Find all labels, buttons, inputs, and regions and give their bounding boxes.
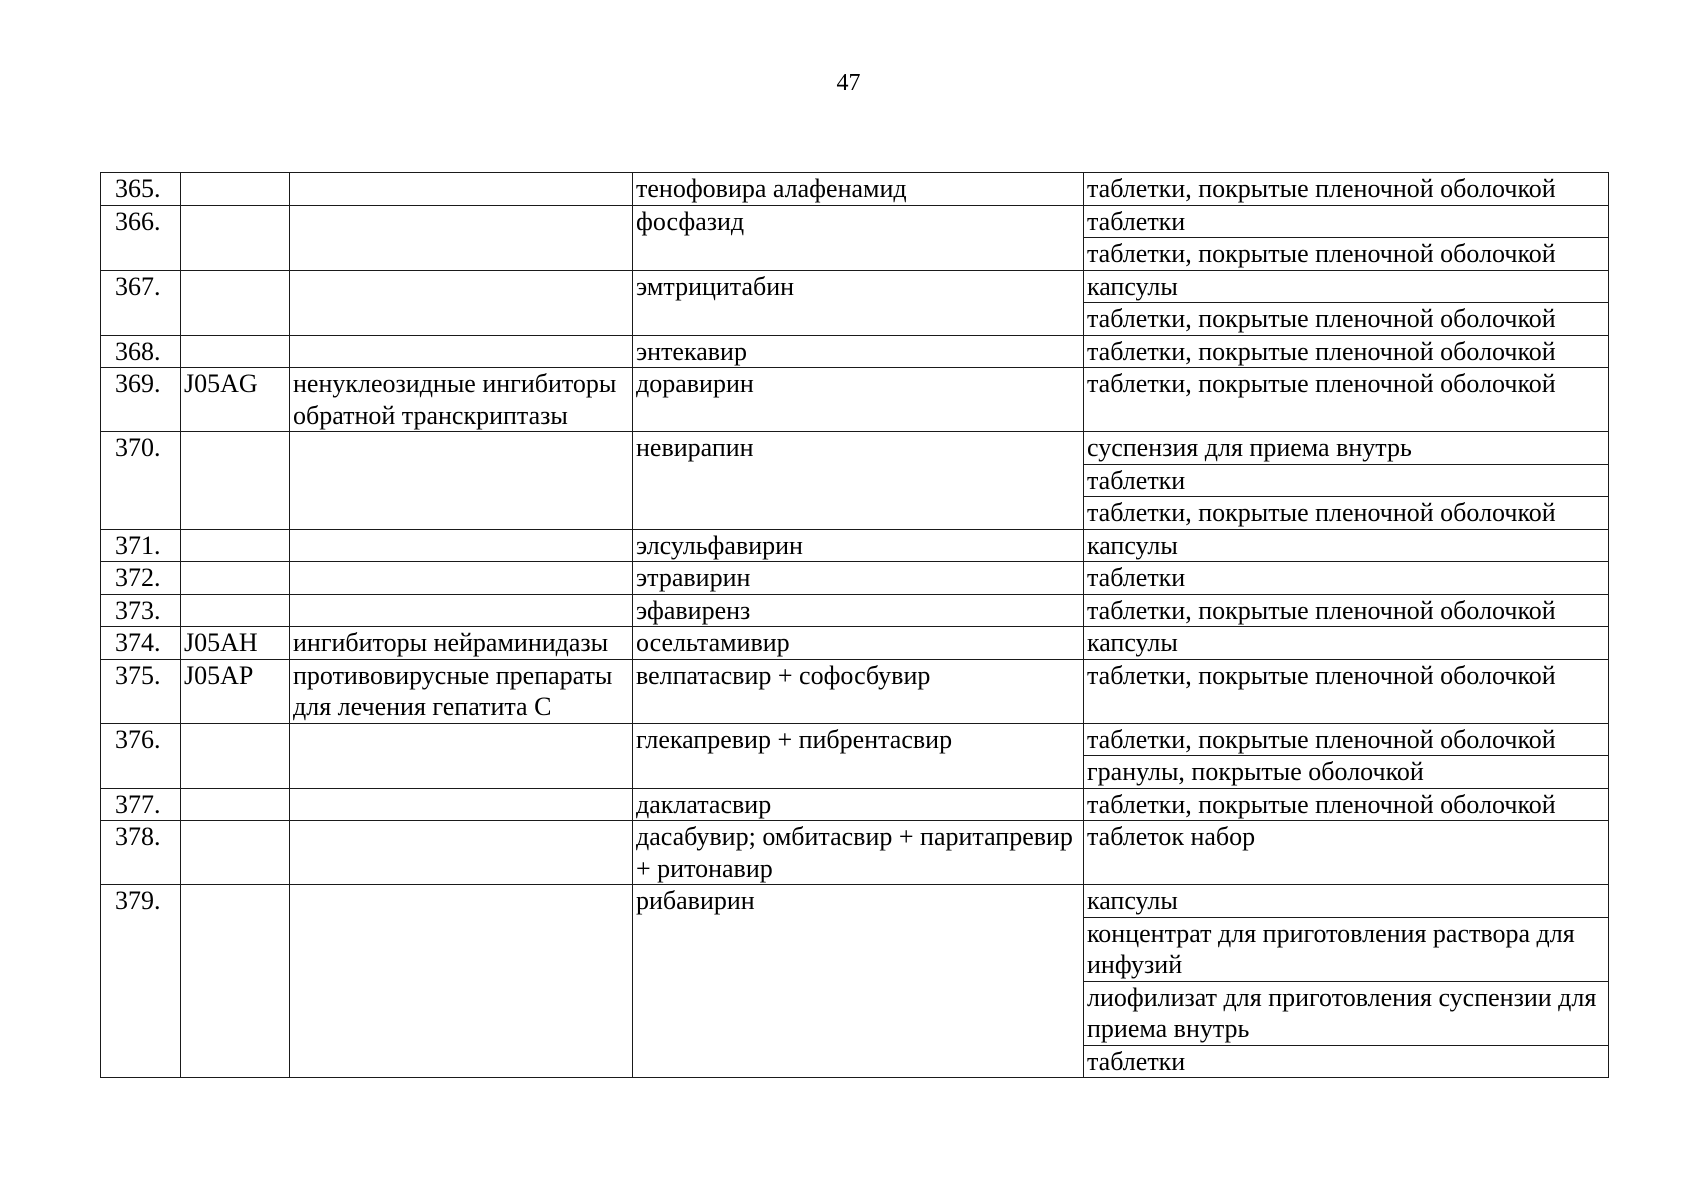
- dosage-forms-cell: [1084, 821, 1609, 885]
- drug-name-cell: осельтамивир: [633, 627, 1084, 660]
- dosage-form: таблетки, покрытые пленочной оболочкой: [1087, 304, 1556, 333]
- table-row: [101, 335, 1609, 368]
- atc-code-cell: [181, 594, 290, 627]
- drug-name-cell: этравирин: [633, 562, 1084, 595]
- dosage-form: таблеток набор: [1087, 822, 1256, 851]
- row-number-cell: 375.: [101, 659, 181, 723]
- drug-group-cell: [290, 205, 633, 270]
- row-number-cell: 369.: [101, 368, 181, 432]
- dosage-form: таблетки, покрытые пленочной оболочкой: [1087, 660, 1556, 690]
- dosage-form: гранулы, покрытые оболочкой: [1087, 757, 1424, 786]
- table-row: [101, 270, 1609, 335]
- drug-name-cell: фосфазид: [633, 205, 1084, 270]
- table-row: [101, 659, 1609, 723]
- atc-code-cell: [181, 335, 290, 368]
- atc-code-cell: [181, 529, 290, 562]
- atc-code-cell: [181, 270, 290, 335]
- medication-table: [100, 172, 1609, 1078]
- atc-code-cell: [181, 173, 290, 206]
- drug-group-cell: [290, 788, 633, 821]
- dosage-forms-cell: [1084, 562, 1609, 595]
- dosage-forms-cell: [1084, 885, 1609, 1078]
- dosage-form: концентрат для приготовления раствора для инфузий: [1084, 918, 1608, 982]
- dosage-forms-cell: [1084, 205, 1609, 270]
- row-number-cell: 379.: [101, 885, 181, 1078]
- drug-name-cell: элсульфавирин: [633, 529, 1084, 562]
- table-row: [101, 205, 1609, 270]
- row-number-cell: 367.: [101, 270, 181, 335]
- atc-code-cell: [181, 562, 290, 595]
- dosage-form: таблетки: [1087, 1046, 1186, 1076]
- drug-name-cell: невирапин: [633, 432, 1084, 530]
- drug-group-cell: ингибиторы нейраминидазы: [290, 627, 633, 660]
- dosage-form: капсулы: [1084, 885, 1608, 918]
- drug-group-cell: [290, 821, 633, 885]
- drug-name-cell: эфавиренз: [633, 594, 1084, 627]
- drug-name-cell: глекапревир + пибрентасвир: [633, 723, 1084, 788]
- drug-group-cell: [290, 173, 633, 206]
- dosage-form: суспензия для приема внутрь: [1084, 432, 1608, 465]
- dosage-form: таблетки, покрытые пленочной оболочкой: [1084, 724, 1608, 757]
- table-row: [101, 432, 1609, 530]
- row-number-cell: 377.: [101, 788, 181, 821]
- table-row: [101, 368, 1609, 432]
- atc-code-cell: [181, 821, 290, 885]
- dosage-form: таблетки, покрытые пленочной оболочкой: [1087, 336, 1556, 366]
- dosage-form: таблетки, покрытые пленочной оболочкой: [1087, 369, 1556, 398]
- drug-name-cell: доравирин: [633, 368, 1084, 432]
- dosage-form: таблетки: [1087, 563, 1186, 592]
- row-number-cell: 368.: [101, 335, 181, 368]
- dosage-form: капсулы: [1084, 271, 1608, 304]
- row-number-cell: 373.: [101, 594, 181, 627]
- drug-group-cell: противовирусные препараты для лечения гепатита С: [290, 659, 633, 723]
- table-row: [101, 594, 1609, 627]
- row-number-cell: 371.: [101, 529, 181, 562]
- dosage-form: таблетки, покрытые пленочной оболочкой: [1087, 174, 1556, 203]
- dosage-form: таблетки: [1084, 465, 1608, 498]
- drug-group-cell: [290, 529, 633, 562]
- atc-code-cell: [181, 885, 290, 1078]
- dosage-forms-cell: [1084, 270, 1609, 335]
- drug-name-cell: дасабувир; омбитасвир + паритапревир + ритонавир: [633, 821, 1084, 885]
- row-number-cell: 376.: [101, 723, 181, 788]
- table-row: [101, 885, 1609, 1078]
- row-number-cell: 366.: [101, 205, 181, 270]
- row-number-cell: 378.: [101, 821, 181, 885]
- drug-name-cell: рибавирин: [633, 885, 1084, 1078]
- drug-name-cell: энтекавир: [633, 335, 1084, 368]
- atc-code-cell: J05AG: [181, 368, 290, 432]
- dosage-forms-cell: [1084, 173, 1609, 206]
- table-row: [101, 788, 1609, 821]
- table-row: [101, 723, 1609, 788]
- dosage-form: капсулы: [1087, 628, 1178, 657]
- row-number-cell: 370.: [101, 432, 181, 530]
- table-row: [101, 821, 1609, 885]
- table-row: [101, 529, 1609, 562]
- atc-code-cell: J05AH: [181, 627, 290, 660]
- dosage-form: таблетки, покрытые пленочной оболочкой: [1087, 789, 1556, 819]
- drug-group-cell: [290, 594, 633, 627]
- dosage-forms-cell: [1084, 594, 1609, 627]
- drug-group-cell: ненуклеозидные ингибиторы обратной транскриптазы: [290, 368, 633, 432]
- drug-group-cell: [290, 335, 633, 368]
- medication-table-body: [101, 173, 1609, 1078]
- atc-code-cell: [181, 432, 290, 530]
- dosage-form: лиофилизат для приготовления суспензии для приема внутрь: [1084, 982, 1608, 1046]
- table-row: [101, 562, 1609, 595]
- drug-name-cell: тенофовира алафенамид: [633, 173, 1084, 206]
- dosage-form: таблетки: [1084, 206, 1608, 239]
- drug-name-cell: эмтрицитабин: [633, 270, 1084, 335]
- dosage-forms-cell: [1084, 788, 1609, 821]
- drug-group-cell: [290, 432, 633, 530]
- atc-code-cell: [181, 205, 290, 270]
- dosage-forms-cell: [1084, 723, 1609, 788]
- dosage-form: таблетки, покрытые пленочной оболочкой: [1087, 239, 1556, 268]
- atc-code-cell: [181, 788, 290, 821]
- dosage-form: таблетки, покрытые пленочной оболочкой: [1087, 498, 1556, 527]
- dosage-forms-cell: [1084, 659, 1609, 723]
- dosage-form: таблетки, покрытые пленочной оболочкой: [1087, 595, 1556, 625]
- row-number-cell: 374.: [101, 627, 181, 660]
- dosage-forms-cell: [1084, 529, 1609, 562]
- table-row: [101, 173, 1609, 206]
- drug-name-cell: даклатасвир: [633, 788, 1084, 821]
- drug-group-cell: [290, 723, 633, 788]
- row-number-cell: 365.: [101, 173, 181, 206]
- dosage-forms-cell: [1084, 432, 1609, 530]
- drug-name-cell: велпатасвир + софосбувир: [633, 659, 1084, 723]
- drug-group-cell: [290, 562, 633, 595]
- dosage-forms-cell: [1084, 627, 1609, 660]
- dosage-forms-cell: [1084, 368, 1609, 432]
- table-row: [101, 627, 1609, 660]
- dosage-forms-cell: [1084, 335, 1609, 368]
- page-number: 47: [836, 70, 861, 96]
- drug-group-cell: [290, 270, 633, 335]
- atc-code-cell: [181, 723, 290, 788]
- dosage-form: капсулы: [1087, 530, 1178, 560]
- atc-code-cell: J05AP: [181, 659, 290, 723]
- row-number-cell: 372.: [101, 562, 181, 595]
- drug-group-cell: [290, 885, 633, 1078]
